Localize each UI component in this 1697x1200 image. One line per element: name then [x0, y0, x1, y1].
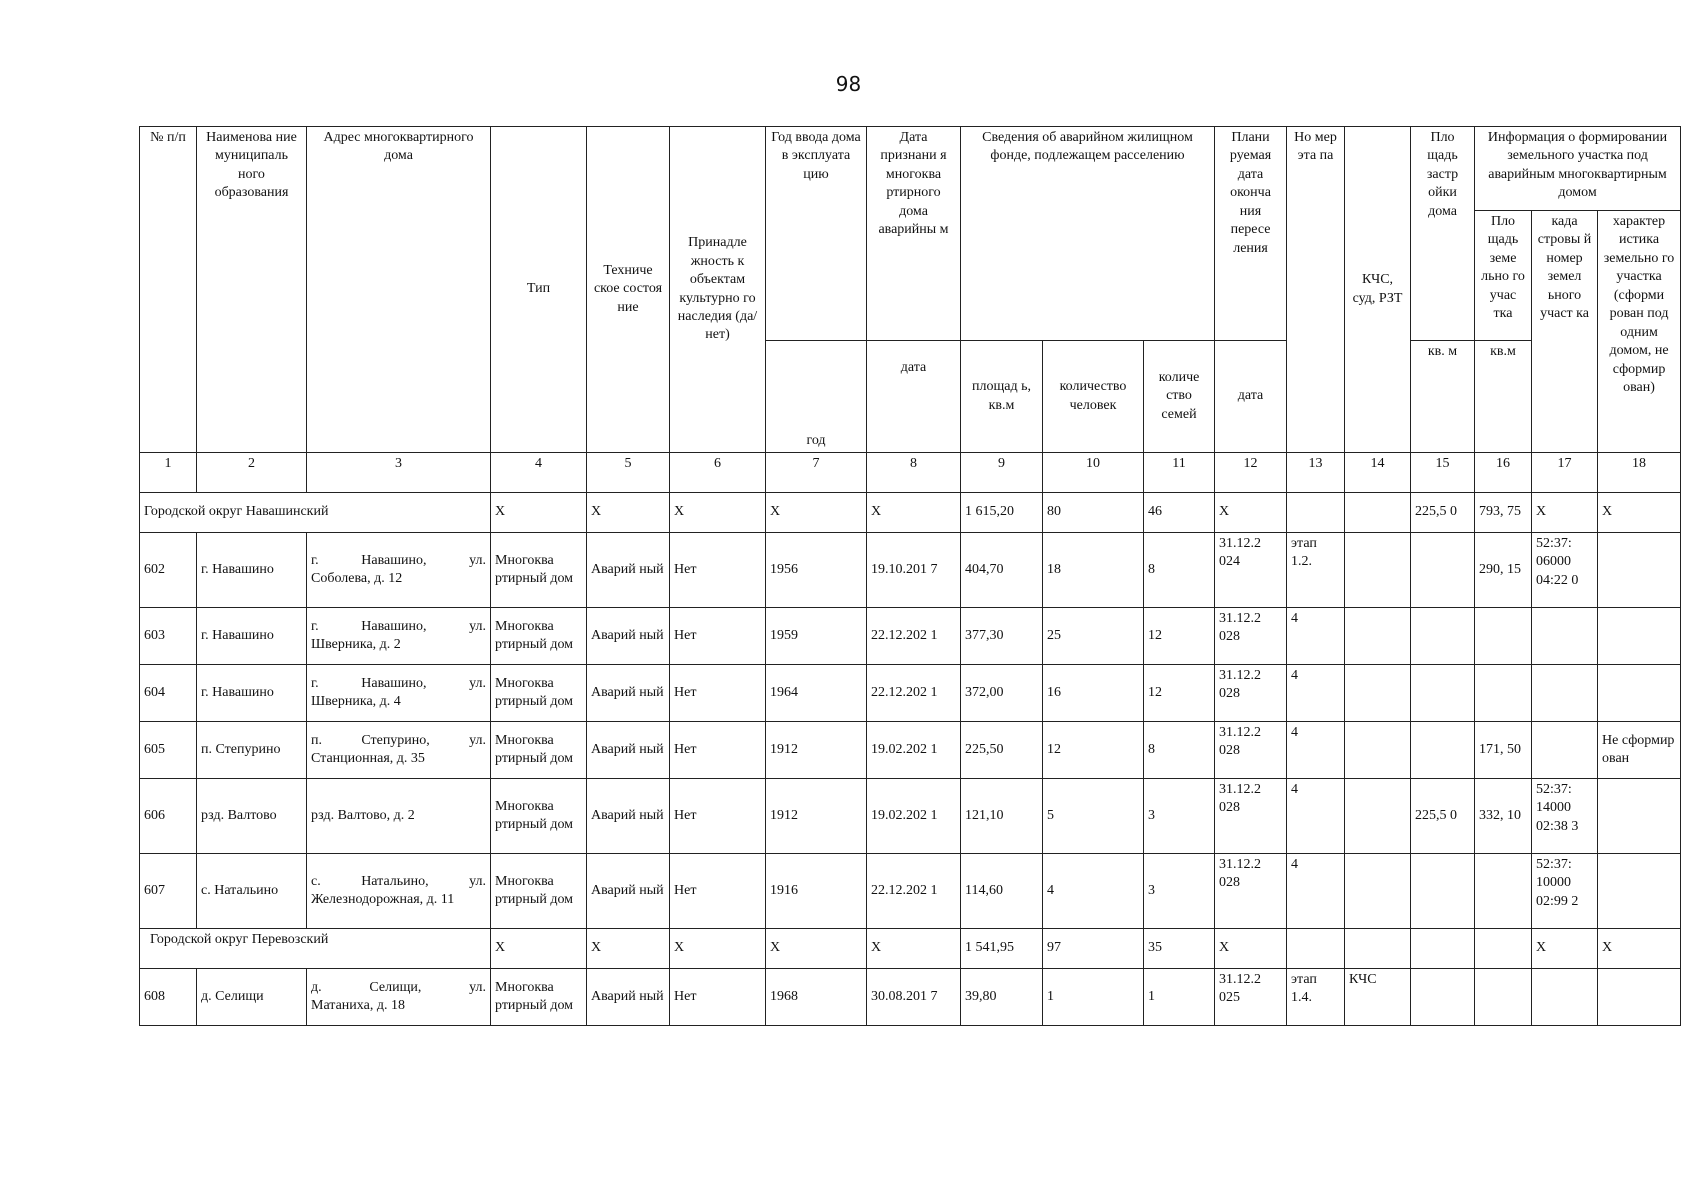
- column-number: 4: [491, 453, 587, 493]
- address-part: рзд. Валтово, д. 2: [311, 807, 415, 823]
- cell: [1345, 929, 1411, 969]
- area: 372,00: [961, 665, 1043, 722]
- people: 5: [1043, 779, 1144, 854]
- table-row: [140, 854, 1681, 929]
- area: 377,30: [961, 608, 1043, 665]
- house-type: Многоква ртирный дом: [491, 779, 587, 854]
- cell: X: [867, 929, 961, 969]
- recognition-date: 19.02.202 1: [867, 779, 961, 854]
- year: 1916: [766, 854, 867, 929]
- house-type: Многоква ртирный дом: [491, 854, 587, 929]
- header-area: площад ь, кв.м: [961, 341, 1043, 453]
- column-number: 7: [766, 453, 867, 493]
- row-number: 602: [140, 533, 197, 608]
- column-number: 3: [307, 453, 491, 493]
- technical-state: Аварий ный: [587, 665, 670, 722]
- cell: X: [1215, 929, 1287, 969]
- table-row: [140, 665, 1681, 722]
- kchs: [1345, 533, 1411, 608]
- municipality: г. Навашино: [197, 665, 307, 722]
- header-land-info: Информация о формировании земельного участка под аварийным многоквартирным домом: [1475, 127, 1681, 211]
- header-land-area: Пло щадь земе льно го учас тка: [1475, 211, 1532, 341]
- address-part: ул.: [469, 618, 486, 634]
- stage: этап 1.2.: [1287, 533, 1345, 608]
- row-number: 603: [140, 608, 197, 665]
- stage: 4: [1287, 854, 1345, 929]
- emergency-housing-table: [139, 126, 1681, 1026]
- land-area: [1475, 665, 1532, 722]
- heritage: Нет: [670, 608, 766, 665]
- table-row: [140, 608, 1681, 665]
- address-part: Навашино,: [361, 552, 427, 568]
- cell: X: [491, 929, 587, 969]
- land-character: [1598, 608, 1681, 665]
- families: 12: [1144, 608, 1215, 665]
- page-number: 98: [835, 72, 862, 96]
- address-part: Натальино,: [361, 873, 429, 889]
- house-type: Многоква ртирный дом: [491, 969, 587, 1026]
- address: [307, 779, 491, 854]
- address-rest: Соболева, д. 12: [311, 571, 403, 586]
- cell: [1287, 929, 1345, 969]
- end-date: 31.12.2 028: [1215, 722, 1287, 779]
- stage: 4: [1287, 608, 1345, 665]
- land-area: [1475, 969, 1532, 1026]
- cell: 1 541,95: [961, 929, 1043, 969]
- build-area: [1411, 533, 1475, 608]
- address-part: п.: [311, 732, 322, 748]
- row-number: 606: [140, 779, 197, 854]
- families: 8: [1144, 533, 1215, 608]
- address: [307, 854, 491, 929]
- cell: 46: [1144, 493, 1215, 533]
- stage: этап 1.4.: [1287, 969, 1345, 1026]
- group-name: Городской округ Перевозский: [140, 929, 491, 969]
- people: 25: [1043, 608, 1144, 665]
- address-part: ул.: [469, 675, 486, 691]
- column-number: 1: [140, 453, 197, 493]
- cell: X: [1598, 493, 1681, 533]
- kchs: [1345, 665, 1411, 722]
- header-row-1: [140, 127, 1681, 211]
- technical-state: Аварий ный: [587, 854, 670, 929]
- column-number: 12: [1215, 453, 1287, 493]
- end-date: 31.12.2 025: [1215, 969, 1287, 1026]
- cadastre: [1532, 665, 1598, 722]
- column-number: 18: [1598, 453, 1681, 493]
- header-land-area-unit: кв.м: [1475, 341, 1532, 453]
- address-part: Навашино,: [361, 618, 427, 634]
- kchs: [1345, 722, 1411, 779]
- families: 12: [1144, 665, 1215, 722]
- address-rest: Матаниха, д. 18: [311, 998, 405, 1013]
- area: 404,70: [961, 533, 1043, 608]
- kchs: КЧС: [1345, 969, 1411, 1026]
- address-part: с.: [311, 873, 321, 889]
- cell: [1345, 493, 1411, 533]
- column-number: 17: [1532, 453, 1598, 493]
- families: 3: [1144, 854, 1215, 929]
- cadastre: 52:37: 06000 04:22 0: [1532, 533, 1598, 608]
- table-row: [140, 533, 1681, 608]
- address-part: Навашино,: [361, 675, 427, 691]
- row-number: 604: [140, 665, 197, 722]
- cell: [1287, 493, 1345, 533]
- address: [307, 969, 491, 1026]
- kchs: [1345, 779, 1411, 854]
- heritage: Нет: [670, 722, 766, 779]
- stage: 4: [1287, 779, 1345, 854]
- cadastre: [1532, 969, 1598, 1026]
- address-rest: Станционная, д. 35: [311, 751, 425, 766]
- municipality: д. Селищи: [197, 969, 307, 1026]
- cadastre: [1532, 722, 1598, 779]
- row-number: 607: [140, 854, 197, 929]
- recognition-date: 22.12.202 1: [867, 608, 961, 665]
- land-character: [1598, 854, 1681, 929]
- house-type: Многоква ртирный дом: [491, 608, 587, 665]
- cell: 225,5 0: [1411, 493, 1475, 533]
- address-rest: Шверника, д. 2: [311, 637, 401, 652]
- group-name: Городской округ Навашинский: [140, 493, 491, 533]
- year: 1964: [766, 665, 867, 722]
- address-rest: Шверника, д. 4: [311, 694, 401, 709]
- address: [307, 722, 491, 779]
- column-number: 8: [867, 453, 961, 493]
- group-row-perevozsky: [140, 929, 1681, 969]
- cell: [1411, 929, 1475, 969]
- land-character: [1598, 969, 1681, 1026]
- people: 1: [1043, 969, 1144, 1026]
- table-row: [140, 779, 1681, 854]
- build-area: [1411, 608, 1475, 665]
- land-character: [1598, 665, 1681, 722]
- cadastre: [1532, 608, 1598, 665]
- land-area: [1475, 608, 1532, 665]
- build-area: [1411, 665, 1475, 722]
- cell: X: [1532, 493, 1598, 533]
- row-number: 608: [140, 969, 197, 1026]
- cell: X: [670, 493, 766, 533]
- header-recognition-date: Дата признани я многоква ртирного дома аварийны м: [867, 127, 961, 341]
- column-number: 6: [670, 453, 766, 493]
- cell: 35: [1144, 929, 1215, 969]
- house-type: Многоква ртирный дом: [491, 722, 587, 779]
- header-cadastre: када стровы й номер земел ьного участ ка: [1532, 211, 1598, 453]
- land-area: 332, 10: [1475, 779, 1532, 854]
- recognition-date: 30.08.201 7: [867, 969, 961, 1026]
- cell: X: [766, 493, 867, 533]
- address-part: ул.: [469, 732, 486, 748]
- address-rest: Железнодорожная, д. 11: [311, 892, 455, 907]
- technical-state: Аварий ный: [587, 969, 670, 1026]
- end-date: 31.12.2 028: [1215, 608, 1287, 665]
- column-number: 2: [197, 453, 307, 493]
- municipality: с. Натальино: [197, 854, 307, 929]
- address: [307, 608, 491, 665]
- cell: X: [587, 929, 670, 969]
- address-part: ул.: [469, 552, 486, 568]
- header-year: Год ввода дома в эксплуата цию: [766, 127, 867, 341]
- header-families: количе ство семей: [1144, 341, 1215, 453]
- recognition-date: 22.12.202 1: [867, 854, 961, 929]
- column-number: 15: [1411, 453, 1475, 493]
- address: [307, 533, 491, 608]
- year: 1912: [766, 722, 867, 779]
- column-numbers-row: [140, 453, 1681, 493]
- address: [307, 665, 491, 722]
- header-number: № п/п: [140, 127, 197, 453]
- municipality: г. Навашино: [197, 533, 307, 608]
- header-date-sub: дата: [867, 341, 961, 453]
- address-part: Степурино,: [361, 732, 430, 748]
- municipality: г. Навашино: [197, 608, 307, 665]
- header-land-character: характер истика земельно го участка (сформи рован под одним домом, не сформир ован): [1598, 211, 1681, 453]
- column-number: 10: [1043, 453, 1144, 493]
- house-type: Многоква ртирный дом: [491, 533, 587, 608]
- people: 12: [1043, 722, 1144, 779]
- families: 3: [1144, 779, 1215, 854]
- heritage: Нет: [670, 969, 766, 1026]
- column-number: 9: [961, 453, 1043, 493]
- end-date: 31.12.2 028: [1215, 854, 1287, 929]
- cell: X: [491, 493, 587, 533]
- header-technical-state: Техниче ское состоя ние: [587, 127, 670, 453]
- header-type: Тип: [491, 127, 587, 453]
- technical-state: Аварий ный: [587, 722, 670, 779]
- families: 1: [1144, 969, 1215, 1026]
- land-area: 171, 50: [1475, 722, 1532, 779]
- table-row: [140, 722, 1681, 779]
- area: 225,50: [961, 722, 1043, 779]
- build-area: 225,5 0: [1411, 779, 1475, 854]
- address-part: ул.: [469, 979, 486, 995]
- cadastre: 52:37: 10000 02:99 2: [1532, 854, 1598, 929]
- heritage: Нет: [670, 779, 766, 854]
- address-part: г.: [311, 552, 319, 568]
- land-character: Не сформир ован: [1598, 722, 1681, 779]
- year: 1956: [766, 533, 867, 608]
- kchs: [1345, 608, 1411, 665]
- cell: X: [1598, 929, 1681, 969]
- cadastre: 52:37: 14000 02:38 3: [1532, 779, 1598, 854]
- header-people: количество человек: [1043, 341, 1144, 453]
- address-part: д.: [311, 979, 322, 995]
- area: 121,10: [961, 779, 1043, 854]
- header-planned-end: Плани руемая дата оконча ния пересе ления: [1215, 127, 1287, 341]
- end-date: 31.12.2 024: [1215, 533, 1287, 608]
- recognition-date: 22.12.202 1: [867, 665, 961, 722]
- families: 8: [1144, 722, 1215, 779]
- cell: X: [1532, 929, 1598, 969]
- header-kchs: КЧС, суд, РЗТ: [1345, 127, 1411, 453]
- group-row-navashinsky: [140, 493, 1681, 533]
- year: 1912: [766, 779, 867, 854]
- heritage: Нет: [670, 665, 766, 722]
- land-area: [1475, 854, 1532, 929]
- year: 1968: [766, 969, 867, 1026]
- column-number: 11: [1144, 453, 1215, 493]
- cell: 1 615,20: [961, 493, 1043, 533]
- area: 114,60: [961, 854, 1043, 929]
- people: 4: [1043, 854, 1144, 929]
- column-number: 13: [1287, 453, 1345, 493]
- header-heritage: Принадле жность к объектам культурно го наследия (да/нет): [670, 127, 766, 453]
- municipality: п. Степурино: [197, 722, 307, 779]
- header-end-date-sub: дата: [1215, 341, 1287, 453]
- municipality: рзд. Валтово: [197, 779, 307, 854]
- area: 39,80: [961, 969, 1043, 1026]
- land-character: [1598, 533, 1681, 608]
- cell: X: [766, 929, 867, 969]
- land-character: [1598, 779, 1681, 854]
- technical-state: Аварий ный: [587, 779, 670, 854]
- cell: 793, 75: [1475, 493, 1532, 533]
- people: 16: [1043, 665, 1144, 722]
- header-emergency-fund: Сведения об аварийном жилищном фонде, подлежащем расселению: [961, 127, 1215, 341]
- end-date: 31.12.2 028: [1215, 779, 1287, 854]
- header-municipality: Наименова ние муниципаль ного образования: [197, 127, 307, 453]
- cell: X: [867, 493, 961, 533]
- cell: 97: [1043, 929, 1144, 969]
- cell: X: [587, 493, 670, 533]
- end-date: 31.12.2 028: [1215, 665, 1287, 722]
- column-number: 14: [1345, 453, 1411, 493]
- header-build-area-unit: кв. м: [1411, 341, 1475, 453]
- address-part: Селищи,: [369, 979, 422, 995]
- heritage: Нет: [670, 533, 766, 608]
- header-build-area: Пло щадь застр ойки дома: [1411, 127, 1475, 341]
- kchs: [1345, 854, 1411, 929]
- cell: [1475, 929, 1532, 969]
- build-area: [1411, 722, 1475, 779]
- heritage: Нет: [670, 854, 766, 929]
- build-area: [1411, 969, 1475, 1026]
- year: 1959: [766, 608, 867, 665]
- recognition-date: 19.10.201 7: [867, 533, 961, 608]
- row-number: 605: [140, 722, 197, 779]
- technical-state: Аварий ный: [587, 608, 670, 665]
- recognition-date: 19.02.202 1: [867, 722, 961, 779]
- table-row: [140, 969, 1681, 1026]
- cell: X: [1215, 493, 1287, 533]
- column-number: 5: [587, 453, 670, 493]
- address-part: г.: [311, 675, 319, 691]
- house-type: Многоква ртирный дом: [491, 665, 587, 722]
- address-part: г.: [311, 618, 319, 634]
- cell: X: [670, 929, 766, 969]
- stage: 4: [1287, 722, 1345, 779]
- address-part: ул.: [469, 873, 486, 889]
- people: 18: [1043, 533, 1144, 608]
- header-year-sub: год: [766, 341, 867, 453]
- stage: 4: [1287, 665, 1345, 722]
- header-address: Адрес многоквартирного дома: [307, 127, 491, 453]
- cell: 80: [1043, 493, 1144, 533]
- header-stage: Но мер эта па: [1287, 127, 1345, 453]
- column-number: 16: [1475, 453, 1532, 493]
- build-area: [1411, 854, 1475, 929]
- technical-state: Аварий ный: [587, 533, 670, 608]
- land-area: 290, 15: [1475, 533, 1532, 608]
